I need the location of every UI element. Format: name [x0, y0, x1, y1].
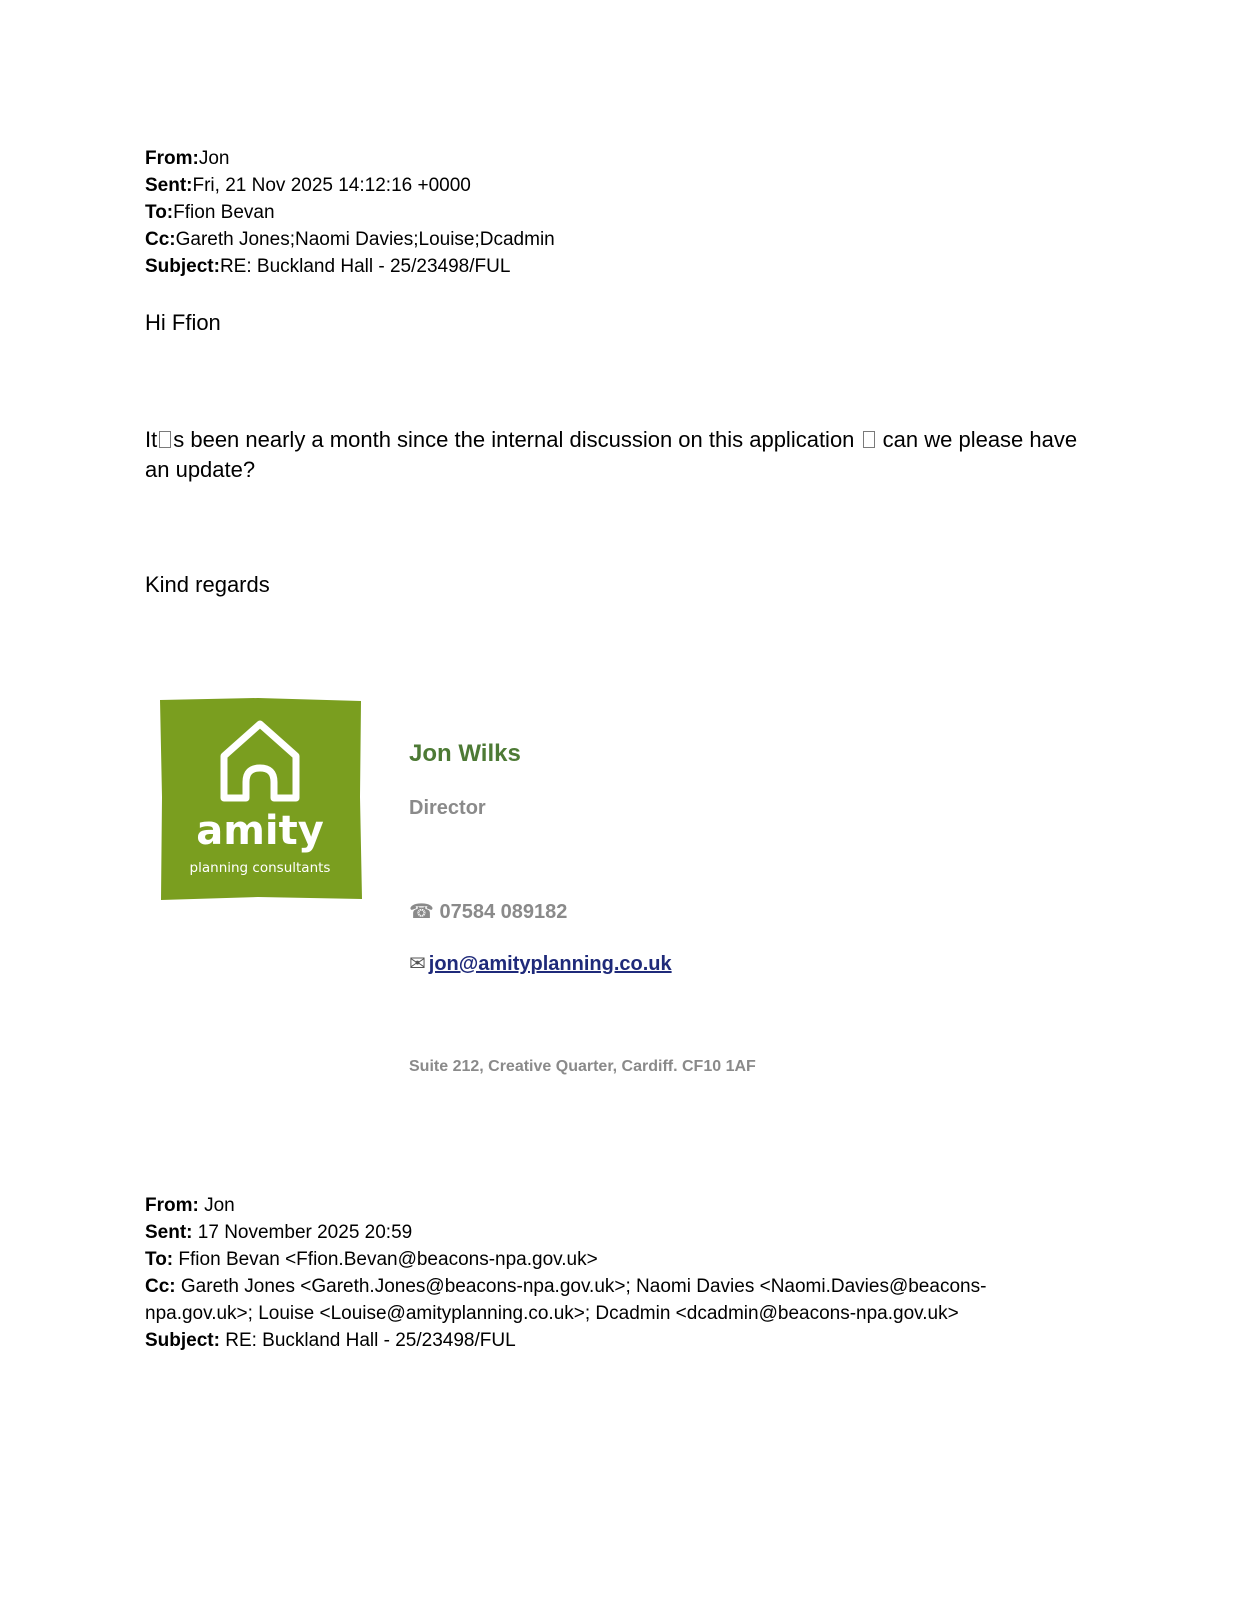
signature-phone: [409, 899, 567, 924]
subject-value: RE: Buckland Hall - 25/23498/FUL: [219, 256, 511, 277]
phone-number: 07584 089182: [439, 901, 568, 923]
to-line: To: Ffion Bevan <Ffion.Bevan@beacons-npa.gov.uk>: [145, 1249, 598, 1270]
cc-value: Gareth Jones;Naomi Davies;Louise;Dcadmin: [175, 229, 555, 250]
from-value: Jon: [198, 1195, 235, 1216]
signature-title: Director: [409, 797, 486, 819]
subject-line: Subject: RE: Buckland Hall - 25/23498/FUL: [145, 1330, 516, 1351]
to-value: Ffion Bevan: [173, 202, 275, 223]
subject-line: Subject:RE: Buckland Hall - 25/23498/FUL: [145, 256, 511, 277]
from-value: Jon: [198, 148, 230, 169]
sent-value: Fri, 21 Nov 2025 14:12:16 +0000: [192, 175, 471, 196]
envelope-icon: ✉: [409, 953, 426, 975]
subject-value: RE: Buckland Hall - 25/23498/FUL: [219, 1330, 516, 1351]
cc-line: Cc: Gareth Jones <Gareth.Jones@beacons-npa.gov.uk>; Naomi Davies <Naomi.Davies@beacons-npa.gov.uk>; Louise <Louise@amityplanning.co.uk>; Dcadmin <dcadmin@beacons-npa.gov.uk>: [145, 1276, 987, 1324]
cc-value: Gareth Jones <Gareth.Jones@beacons-npa.gov.uk>; Naomi Davies <Naomi.Davies@beacons-npa.gov.uk>; Louise <Louise@amityplanning.co.uk>; Dcadmin <dcadmin@beacons-npa.gov.uk>: [145, 1276, 987, 1324]
greeting: Hi Ffion: [145, 310, 221, 335]
missing-glyph-icon: [159, 431, 171, 448]
email-header: [145, 145, 555, 280]
to-line: To:Ffion Bevan: [145, 202, 275, 223]
logo-word: amity: [196, 808, 324, 854]
signature-name: Jon Wilks: [409, 740, 521, 767]
sent-line: Sent: 17 November 2025 20:59: [145, 1222, 413, 1243]
to-value: Ffion Bevan <Ffion.Bevan@beacons-npa.gov.uk>: [173, 1249, 598, 1270]
message-body: It s been nearly a month since the internal discussion on this application can we please have an update?: [145, 427, 1078, 482]
signature-address: Suite 212, Creative Quarter, Cardiff. CF10 1AF: [409, 1058, 756, 1075]
closing: Kind regards: [145, 572, 270, 597]
signature-email: [409, 951, 672, 976]
sent-value: 17 November 2025 20:59: [192, 1222, 413, 1243]
missing-glyph-icon: [863, 431, 875, 448]
amity-logo: [158, 697, 363, 902]
logo-tagline: planning consultants: [189, 860, 331, 876]
from-line: From: Jon: [145, 1195, 235, 1216]
quoted-email-header: [145, 1192, 1045, 1354]
sent-line: Sent:Fri, 21 Nov 2025 14:12:16 +0000: [145, 175, 471, 196]
email-link[interactable]: jon@amityplanning.co.uk: [428, 953, 672, 975]
phone-icon: ☎: [409, 901, 434, 923]
cc-line: Cc:Gareth Jones;Naomi Davies;Louise;Dcadmin: [145, 229, 555, 250]
from-line: From:Jon: [145, 148, 230, 169]
